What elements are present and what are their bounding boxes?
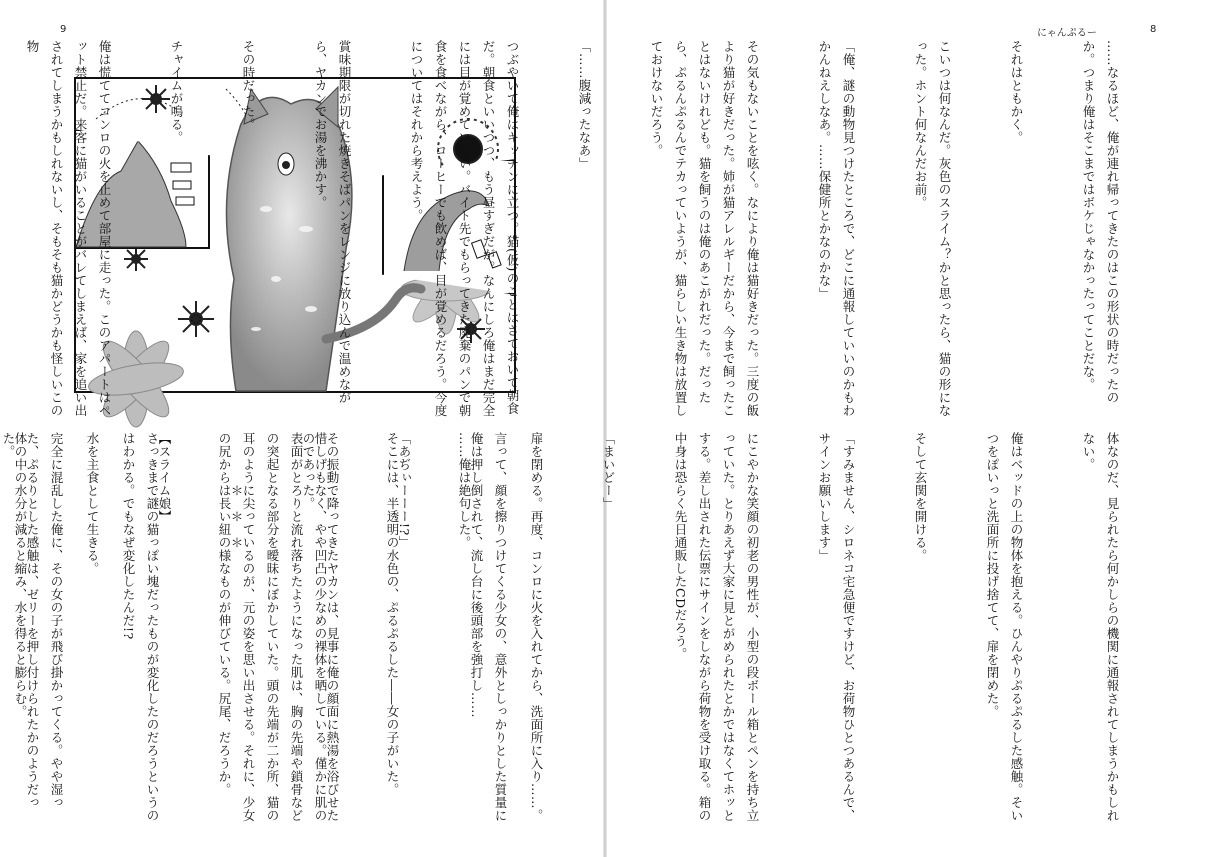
paragraph: つぶやいて俺はキッチンに立つ。猫(仮)のことはさておいて朝食だ。朝食といいつつ、もう昼すぎだが。なんにしろ俺はまだ完全には目が覚めていない。バイト先でもらってきた廃棄のパンで朝食を食べながら、コーヒーでも飲めば、目が覚めるだろう。今度についてはそれから考えよう。 <box>409 40 520 417</box>
paragraph: 賞味期限が切れた焼きそばパンをレンジに放り込んで温めながら、ヤカンでお湯を沸かす。 <box>313 40 352 404</box>
paragraph: 体なのだ、見られたら何かしらの機関に通報されてしまうかもしれない。 <box>1081 432 1120 822</box>
paragraph: ……なるほど、俺が連れ帰ってきたのはこの形状の時だったのか。つまり俺はそこまではボケじゃなかったってことだな。 <box>1081 40 1120 404</box>
running-head-title: にゃんぷるー <box>1037 28 1097 39</box>
paragraph: そこには、半透明の水色の、ぷるぷるした――女の子がいた。 <box>385 432 400 796</box>
paragraph: 俺は慌ててコンロの火を止めて部屋に走った。このアパートはペット禁止だ。来客に猫がいることがバレてしまえば、家を追い出されてしまうかもしれないし、そもそも猫かどうかも怪しいこの物 <box>25 40 112 417</box>
left-page-number: 9 <box>60 24 67 35</box>
paragraph: 惜しげもなく、やや凹凸の少なめの裸体を晒している。僅かに肌の表面がとろりと流れ落ちたようになった肌は、胸の先端や鎖骨などの突起となる部分を曖昧にぼかしていた。頭の先端が二か所、猫の耳のように尖っているのが、元の姿を思い出させる。それに、少女の尻からは長い紐の様なものが伸びている。尻尾、だろうか。 <box>217 432 328 822</box>
paragraph: ……俺は絶句した。 <box>457 432 472 549</box>
section-break: ＊ ＊ ＊ <box>229 432 244 549</box>
right-page-number: 8 <box>1150 24 1157 35</box>
paragraph: さっきまで謎の猫っぽい塊だったものが変化したのだろうというのはわかる。でもなぜ変化したんだ!? <box>121 432 160 822</box>
paragraph: その振動で降ってきたヤカンは、見事に俺の顔面に熱湯を浴びせたのであった。 <box>301 432 340 822</box>
paragraph: にこやかな笑顔の初老の男性が、小型の段ボール箱とペンを持ち立っていた。とりあえず大家に見とがめられたとかではなくてホッとする。差し出された伝票にサインをしながら荷物を受け取る。箱の中身は恐らく先日通販したCDだろう。 <box>673 432 760 822</box>
paragraph: その時だった。 <box>241 40 256 131</box>
paragraph: こいつは何なんだ。灰色のスライム？かと思ったら、猫の形になった。ホント何なんだお前。 <box>913 40 952 417</box>
paragraph: 水を主食として生きる。 <box>85 432 100 575</box>
paragraph: 【スライム娘】 <box>157 432 172 523</box>
paragraph: 言って、顔を擦りつけてくる少女の、意外としっかりとした質量に俺は押し倒されて、流し台に後頭部を強打し…… <box>469 432 508 822</box>
paragraph: 「まいどー」 <box>601 432 616 510</box>
paragraph: 「……腹減ったなあ」 <box>577 40 592 170</box>
right-page-text-top <box>25 40 1172 420</box>
paragraph: そして玄関を開ける。 <box>913 432 928 562</box>
paragraph: 「あぢぃーーー!?」 <box>397 432 412 549</box>
paragraph: 俺はベッドの上の物体を抱える。ひんやりぷるぷるした感触。そいつをぽいっと洗面所に投げ捨てて、扉を閉めた。 <box>985 432 1024 822</box>
paragraph: 「すみません、シロネコ宅急便ですけど、お荷物ひとつあるんで、サインお願いします」 <box>817 432 856 822</box>
paragraph: 体の中の水分が減ると縮み、水を得ると膨らむ。 <box>13 432 28 718</box>
paragraph: 完全に混乱した俺に、その女の子が飛び掛かってくる。やや湿った、ぷるりとした感触は、ゼリーを押し付けられたかのようだった。 <box>1 432 64 809</box>
paragraph: それはともかく。 <box>1009 40 1024 144</box>
paragraph: 扉を閉める。再度、コンロに火を入れてから、洗面所に入り……。 <box>529 432 544 822</box>
paragraph: 「俺、謎の動物見つけたところで、どこに通報していいのかもわかんねえしなあ。……保健所とかなのかな」 <box>817 40 856 417</box>
paragraph: チャイムが鳴る。 <box>169 40 184 144</box>
paragraph: その気もないことを呟く。なにより俺は猫好きだった。三度の飯より猫が好きだった。姉が猫アレルギーだから、今まで飼ったことはないけれども。猫を飼うのは俺のあこがれだった。だったら、ぷるんぷるんでテカっていようが、猫らしい生き物は放置しておけないだろう。 <box>649 40 760 417</box>
